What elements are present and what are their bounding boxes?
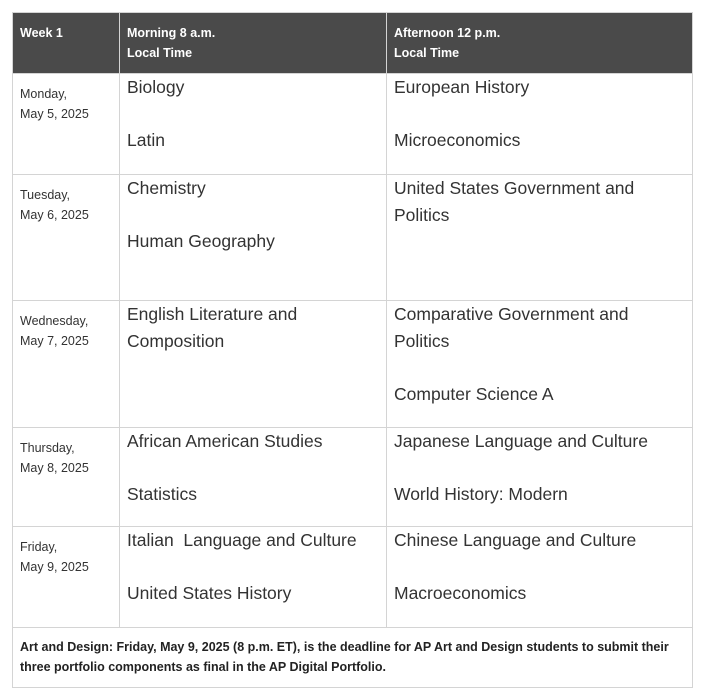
afternoon-cell (387, 175, 693, 301)
exam-name: Latin (127, 130, 165, 150)
exam-name: Macroeconomics (394, 583, 527, 603)
header-morning: Morning 8 a.m. Local Time (120, 13, 387, 74)
exam-name: Computer Science A (394, 384, 554, 404)
exam-name: Human Geography (127, 231, 275, 251)
header-afternoon: Afternoon 12 p.m. Local Time (387, 13, 693, 74)
afternoon-cell (387, 301, 693, 428)
afternoon-cell (387, 527, 693, 628)
exam-name: Microeconomics (394, 130, 521, 150)
table-row (13, 428, 693, 527)
exam-name: Italian Language and Culture (127, 530, 357, 550)
exam-name: Biology (127, 77, 185, 97)
exam-name: Statistics (127, 484, 198, 504)
day-cell: Thursday, May 8, 2025 (13, 428, 120, 527)
morning-cell (120, 74, 387, 175)
day-cell: Friday, May 9, 2025 (13, 527, 120, 628)
exam-name: World History: Modern (394, 484, 568, 504)
exam-name: African American Studies (127, 431, 323, 451)
morning-cell (120, 527, 387, 628)
day-cell: Monday, May 5, 2025 (13, 74, 120, 175)
art-design-note: Art and Design: Friday, May 9, 2025 (8 p.m. ET), is the deadline for AP Art and Design students to submit their three portfolio components as final in the AP Digital Portfolio. (13, 628, 693, 688)
exam-name: United States History (127, 583, 292, 603)
header-week: Week 1 (13, 13, 120, 74)
afternoon-cell (387, 428, 693, 527)
afternoon-cell (387, 74, 693, 175)
morning-cell (120, 301, 387, 428)
exam-name: European History (394, 77, 530, 97)
day-cell: Wednesday, May 7, 2025 (13, 301, 120, 428)
table-row (13, 527, 693, 628)
exam-name: Chinese Language and Culture (394, 530, 637, 550)
table-row (13, 301, 693, 428)
table-header-row (13, 13, 693, 74)
exam-name: Japanese Language and Culture (394, 431, 648, 451)
table-row (13, 175, 693, 301)
note-row (13, 628, 693, 688)
table-row (13, 74, 693, 175)
exam-name: Comparative Government and Politics (394, 304, 629, 351)
day-cell: Tuesday, May 6, 2025 (13, 175, 120, 301)
morning-cell (120, 428, 387, 527)
morning-cell (120, 175, 387, 301)
exam-name: Chemistry (127, 178, 206, 198)
exam-schedule-table (12, 12, 693, 688)
exam-name: English Literature and Composition (127, 304, 298, 351)
exam-name: United States Government and Politics (394, 178, 635, 225)
